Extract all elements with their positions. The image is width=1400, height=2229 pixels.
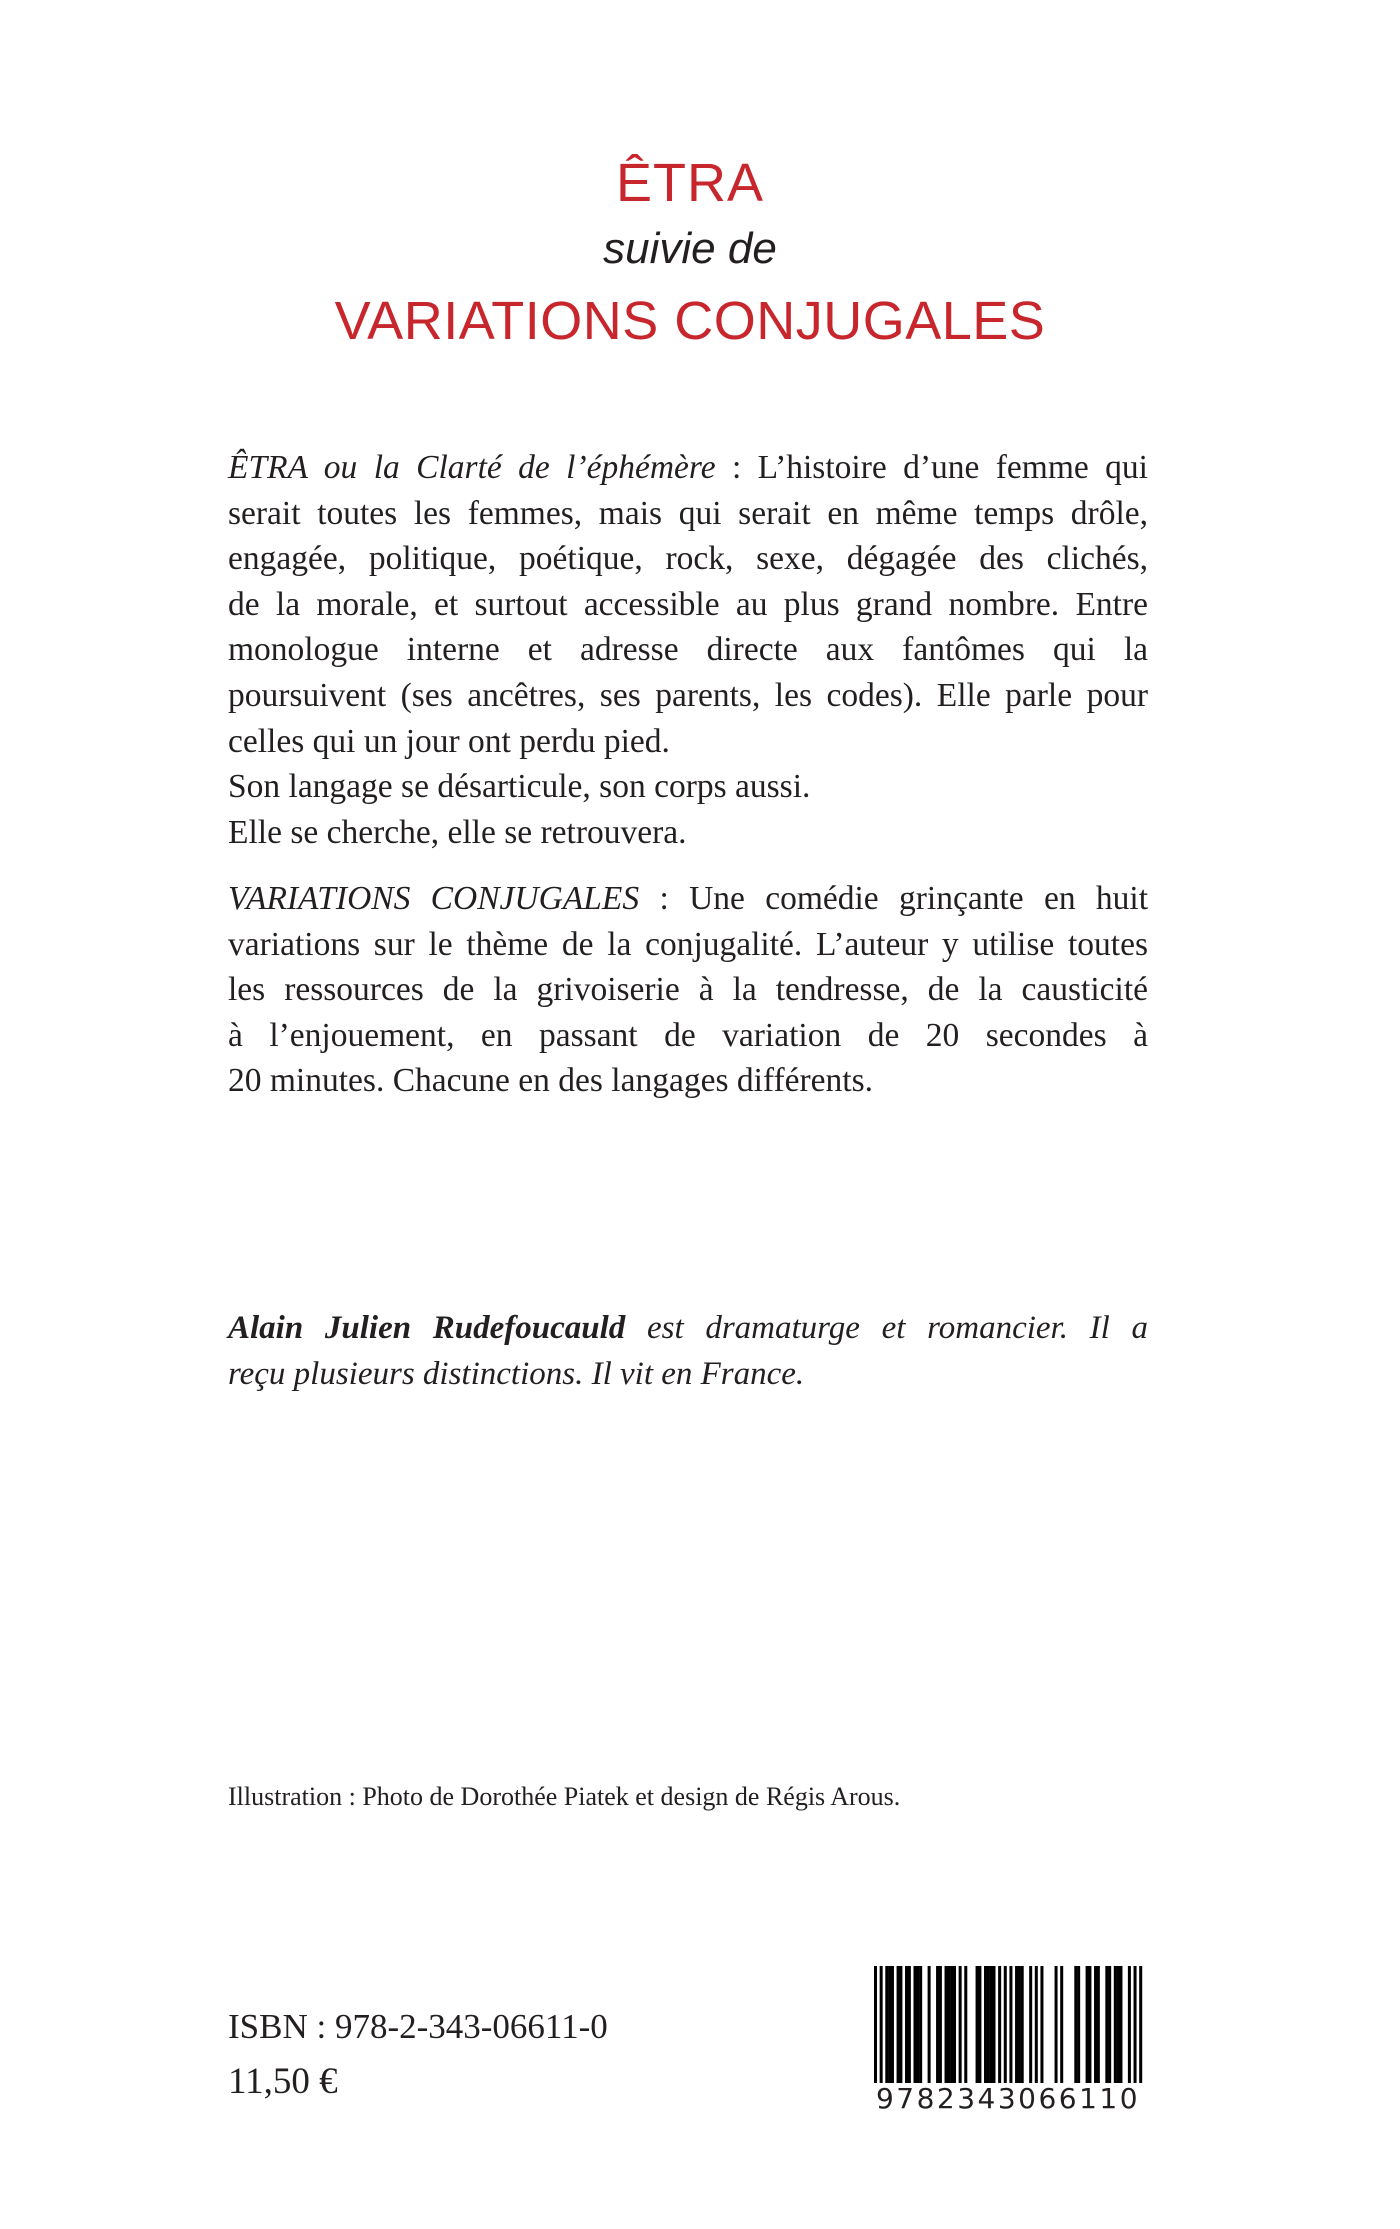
synopsis-line: serait toutes les femmes, mais qui serait en même temps drôle,	[228, 494, 1148, 532]
barcode-bar	[1040, 1966, 1043, 2084]
barcode-bar	[880, 1966, 883, 2094]
barcode-bar	[1074, 1966, 1077, 2084]
barcode-bar	[1060, 1966, 1063, 2084]
barcode-bar	[1088, 1966, 1091, 2084]
barcode-bar	[1097, 1966, 1100, 2084]
barcode-bar	[1108, 1966, 1111, 2084]
synopsis-line: les ressources de la grivoiserie à la tendresse, de la causticité	[228, 971, 1148, 1009]
barcode-bar	[964, 1966, 967, 2084]
barcode-bar	[1139, 1966, 1142, 2094]
barcode-bar	[990, 1966, 993, 2084]
barcode-bar	[1119, 1966, 1122, 2084]
barcode-bar	[1077, 1966, 1080, 2084]
illustration-credit: Illustration : Photo de Dorothée Piatek et design de Régis Arous.	[228, 1782, 901, 1811]
isbn-label: ISBN : 978-2-343-06611-0	[228, 2007, 608, 2046]
synopsis-variations	[228, 876, 1148, 1104]
author-bio-line: reçu plusieurs distinctions. Il vit en France.	[228, 1356, 805, 1392]
synopsis-line: ÊTRA ou la Clarté de l’éphémère : L’histoire d’une femme qui	[228, 449, 1148, 486]
synopsis-lead-title: VARIATIONS CONJUGALES	[228, 880, 640, 917]
synopsis-lead-title: ÊTRA ou la Clarté de l’éphémère	[228, 449, 716, 486]
synopsis-line: de la morale, et surtout accessible au plus grand nombre. Entre	[228, 585, 1148, 623]
barcode-bar	[1035, 1966, 1038, 2084]
synopsis-line: 20 minutes. Chacune en des langages différents.	[228, 1062, 874, 1100]
book-subtitle-connector: suivie de	[603, 224, 777, 273]
barcode-bar	[885, 1966, 888, 2084]
barcode-bar	[1004, 1966, 1007, 2094]
synopsis-line: Elle se cherche, elle se retrouvera.	[228, 813, 687, 851]
barcode-bar	[919, 1966, 922, 2084]
barcode-bar	[916, 1966, 919, 2084]
barcode-bar	[1134, 1966, 1137, 2094]
synopsis-line: à l’enjouement, en passant de variation de 20 secondes à	[228, 1016, 1148, 1054]
barcode-bar	[959, 1966, 962, 2084]
synopsis-line: Son langage se désarticule, son corps aussi.	[228, 768, 811, 806]
barcode-bar	[1018, 1966, 1021, 2084]
barcode-bar	[939, 1966, 942, 2084]
barcode-bar	[936, 1966, 939, 2084]
synopsis-line: poursuivent (ses ancêtres, ses parents, les codes). Elle parle pour	[228, 676, 1148, 714]
barcode-bar	[947, 1966, 950, 2084]
barcode-bar	[1105, 1966, 1108, 2084]
barcode-bar	[992, 1966, 995, 2084]
synopsis-line: monologue interne et adresse directe aux fantômes qui la	[228, 631, 1148, 669]
synopsis-line: VARIATIONS CONJUGALES : Une comédie grinçante en huit	[228, 880, 1149, 917]
barcode-bar	[1086, 1966, 1089, 2084]
barcode-bar	[897, 1966, 900, 2084]
author-bio	[228, 1305, 1148, 1397]
barcode-digits: 9782343066110	[866, 2083, 1150, 2115]
barcode-bar	[987, 1966, 990, 2084]
barcode-bar	[1029, 1966, 1032, 2084]
barcode-bar	[899, 1966, 902, 2084]
synopsis-etra	[228, 445, 1148, 855]
barcode-bar	[978, 1966, 981, 2084]
barcode-bar	[1094, 1966, 1097, 2084]
barcode-bar	[874, 1966, 877, 2094]
barcode-bar	[908, 1966, 911, 2084]
barcode-bar	[950, 1966, 953, 2084]
barcode-bar	[1117, 1966, 1120, 2084]
barcode-bar	[1055, 1966, 1058, 2084]
barcode-bar	[928, 1966, 931, 2084]
author-name: Alain Julien Rudefoucauld	[228, 1310, 626, 1346]
barcode-bar	[1114, 1966, 1117, 2084]
book-title: ÊTRA	[615, 153, 765, 213]
author-bio-line: Alain Julien Rudefoucauld est dramaturge et romancier. Il a	[228, 1310, 1148, 1346]
barcode-bar	[1015, 1966, 1018, 2084]
barcode-bar	[984, 1966, 987, 2084]
price-label: 11,50 €	[228, 2061, 338, 2102]
barcode-bar	[1128, 1966, 1131, 2084]
barcode-bar	[1021, 1966, 1024, 2084]
barcode-bar	[891, 1966, 894, 2084]
synopsis-line: variations sur le thème de la conjugalité. L’auteur y utilise toutes	[228, 925, 1148, 963]
book-second-title: VARIATIONS CONJUGALES	[334, 291, 1046, 351]
barcode-bar	[945, 1966, 948, 2084]
synopsis-line: engagée, politique, poétique, rock, sexe, dégagée des clichés,	[228, 540, 1148, 578]
barcode-bar	[888, 1966, 891, 2084]
barcode-bar	[953, 1966, 956, 2084]
barcode-bar	[1009, 1966, 1012, 2094]
synopsis-line: celles qui un jour ont perdu pied.	[228, 722, 670, 760]
barcode-bar	[913, 1966, 916, 2084]
barcode-bar	[905, 1966, 908, 2084]
barcode-bar	[976, 1966, 979, 2084]
barcode-bar	[998, 1966, 1001, 2084]
